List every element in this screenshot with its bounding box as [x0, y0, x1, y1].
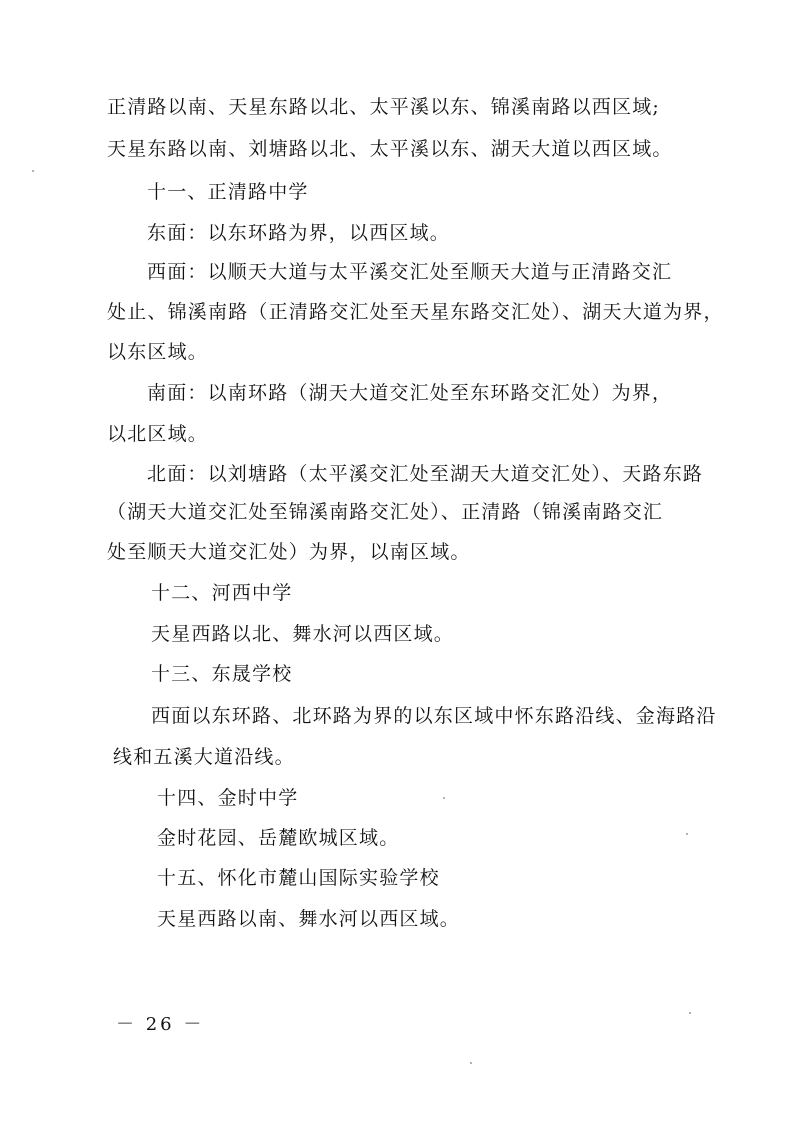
section-heading: 十二、河西中学 — [151, 582, 293, 604]
text-line: 西面：以顺天大道与太平溪交汇处至顺天大道与正清路交汇 — [147, 261, 673, 283]
page-number: － 26 － — [116, 1014, 205, 1035]
text-line: 线和五溪大道沿线。 — [113, 746, 295, 768]
text-line: 处至顺天大道交汇处）为界，以南区域。 — [107, 541, 471, 563]
section-heading: 十四、金时中学 — [157, 787, 299, 809]
text-line: 北面：以刘塘路（太平溪交汇处至湖天大道交汇处）、天路东路 — [147, 463, 704, 485]
text-line: 处止、锦溪南路（正清路交汇处至天星东路交汇处）、湖天大道为界， — [107, 301, 724, 323]
text-line: 正清路以南、天星东路以北、太平溪以东、锦溪南路以西区域; — [107, 96, 661, 118]
text-line: 东面：以东环路为界，以西区域。 — [147, 222, 451, 244]
text-line: 南面：以南环路（湖天大道交汇处至东环路交汇处）为界， — [147, 382, 673, 404]
scan-speck — [470, 1062, 472, 1064]
text-line: 西面以东环路、北环路为界的以东区域中怀东路沿线、金海路沿 — [151, 705, 717, 727]
scan-speck — [686, 833, 688, 835]
scan-speck — [689, 1012, 691, 1014]
text-line: 天星西路以北、舞水河以西区域。 — [151, 623, 455, 645]
section-heading: 十一、正清路中学 — [147, 181, 309, 203]
section-heading: 十三、东晟学校 — [151, 663, 293, 685]
text-line: （湖天大道交汇处至锦溪南路交汇处）、正清路（锦溪南路交汇 — [107, 501, 664, 523]
text-line: 金时花园、岳麓欧城区域。 — [157, 827, 400, 849]
section-heading: 十五、怀化市麓山国际实验学校 — [157, 867, 440, 889]
text-line: 天星东路以南、刘塘路以北、太平溪以东、湖天大道以西区域。 — [107, 138, 673, 160]
text-line: 以东区域。 — [107, 341, 209, 363]
scan-speck — [32, 170, 34, 172]
text-line: 天星西路以南、舞水河以西区域。 — [157, 908, 461, 930]
text-line: 以北区域。 — [107, 423, 209, 445]
scan-speck — [443, 797, 445, 799]
